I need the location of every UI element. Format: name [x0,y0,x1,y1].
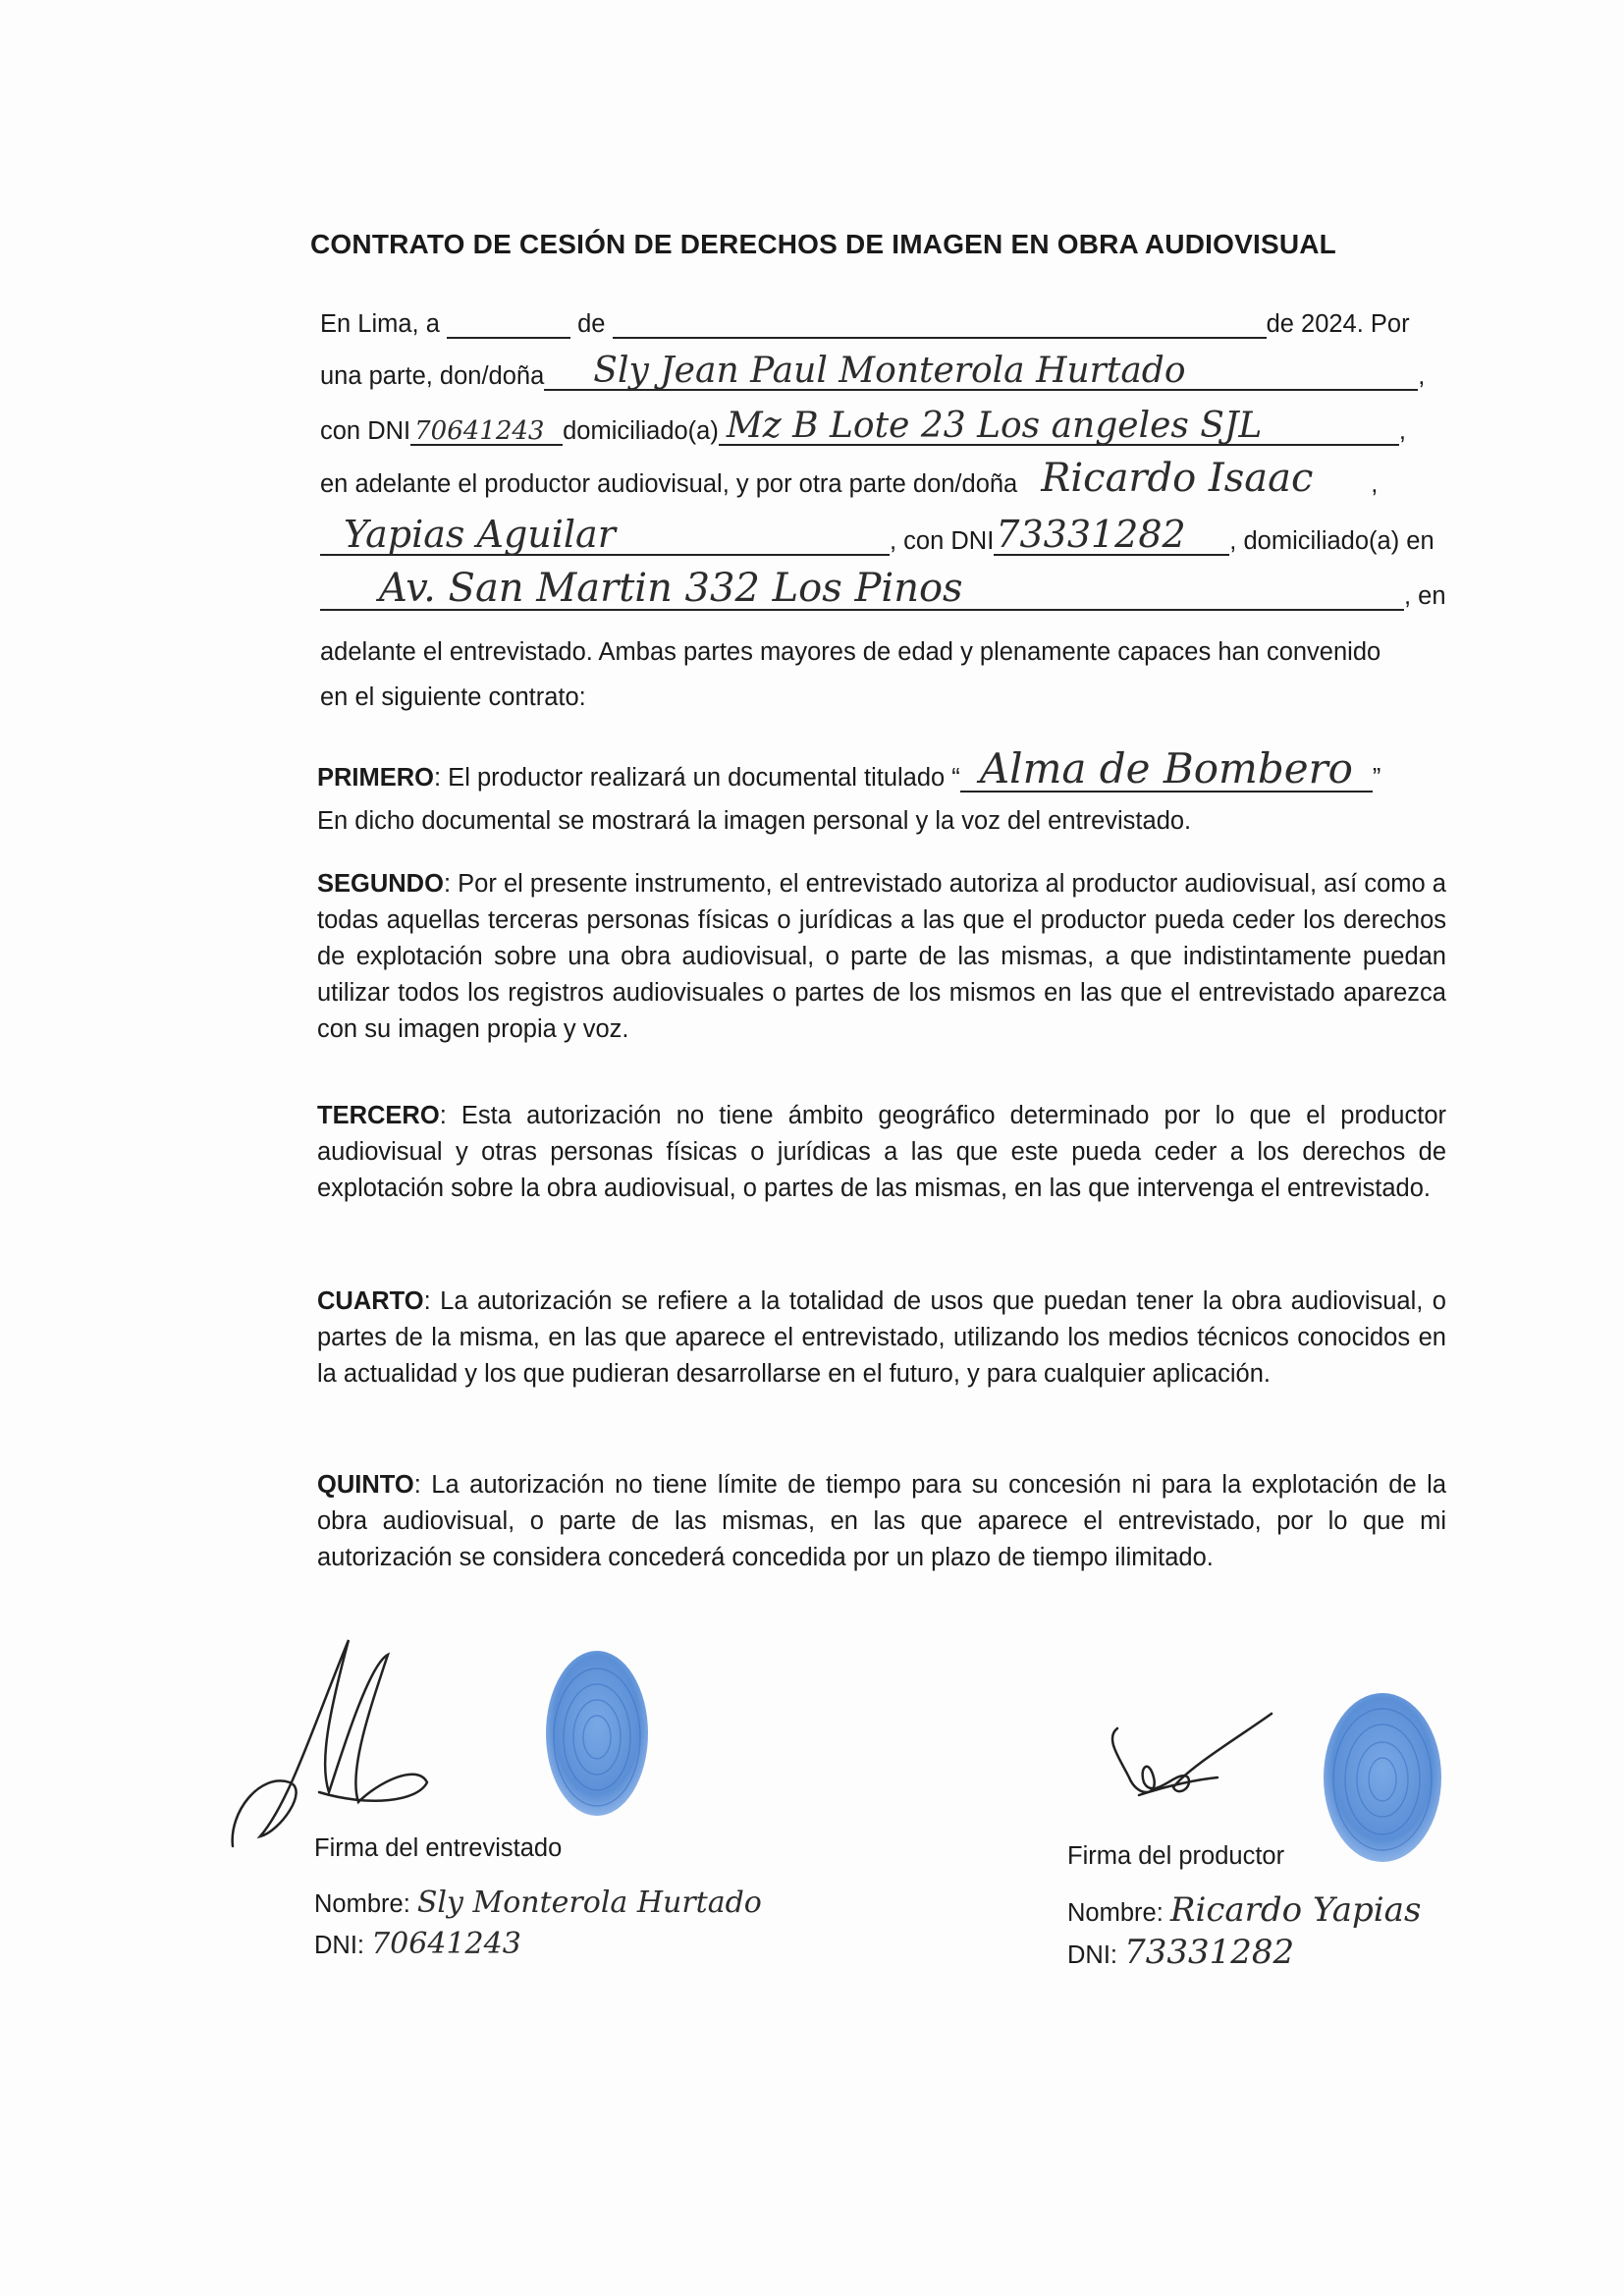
intro-text: de 2024. Por [1266,310,1410,338]
producer-name-blank [544,351,1418,391]
clause-label: QUINTO [317,1471,414,1499]
intro-text: una parte, don/doña [320,362,545,390]
intro-text: , con DNI [890,527,995,555]
clause-tercero [317,1098,1446,1207]
interviewee-firstname-blank [1017,456,1371,501]
interviewee-dni-blank [994,513,1229,556]
clause-text: : La autorización no tiene límite de tiempo para su concesión ni para la explotación de la obra audiovisual, o parte de las mismas, en las que aparece el entrevistado, por lo que mi autorización se considera concederá concedida por un plazo de tiempo ilimitado. [317,1471,1446,1571]
producer-name-field [1067,1890,1421,1930]
month-blank [613,307,1267,339]
clause-label: CUARTO [317,1287,424,1315]
intro-text: con DNI [320,417,411,445]
clause-text: : Por el presente instrumento, el entrevistado autoriza al productor audiovisual, así como a todas aquellas terceras personas físicas o jurídicas a las que el productor pueda ceder los derechos de explotación sobre una obra audiovisual, o parte de las mismas, a que indistintamente puedan utilizar todos los registros audiovisuales o partes de los mismos en las que el entrevistado aparezca con su imagen propia y voz. [317,870,1446,1043]
clause-text: : El productor realizará un documental titulado “ [434,764,960,792]
intro-line-1 [320,307,1410,339]
dni-label: DNI: [1067,1941,1117,1969]
intro-text: domiciliado(a) [563,417,719,445]
intro-text: En Lima, a [320,310,440,338]
clause-cuarto [317,1284,1446,1393]
clause-label: TERCERO [317,1102,440,1129]
producer-dni-handwritten: 70641243 [414,416,545,446]
clause-primero-line-2: En dicho documental se mostrará la imagen personal y la voz del entrevistado. [317,807,1192,835]
intro-line-5 [320,513,1435,556]
intro-text: , domiciliado(a) en [1229,527,1435,555]
interviewee-name-field [314,1886,762,1920]
producer-address-blank [719,406,1399,446]
clause-text: : Esta autorización no tiene ámbito geográfico determinado por lo que el productor audiovisual y otras personas físicas o jurídicas a las que este pueda ceder a los derechos de explotación sobre la obra audiovisual, o partes de las mismas, en las que intervenga el entrevistado. [317,1102,1446,1202]
intro-text: , [1371,470,1379,498]
dni-label: DNI: [314,1932,364,1959]
clause-primero [317,744,1381,793]
clause-segundo [317,866,1446,1048]
interviewee-fingerprint-icon [542,1647,652,1820]
producer-signature-label: Firma del productor [1067,1842,1285,1870]
interviewee-firstname-handwritten: Ricardo Isaac [1041,456,1314,501]
interviewee-address-handwritten: Av. San Martin 332 Los Pinos [379,566,963,611]
document-title: CONTRATO DE CESIÓN DE DERECHOS DE IMAGEN EN OBRA AUDIOVISUAL [310,229,1336,259]
intro-line-7: adelante el entrevistado. Ambas partes mayores de edad y plenamente capaces han convenido [320,638,1381,666]
intro-text: , [1398,417,1406,445]
interviewee-dni-sig-handwritten: 70641243 [371,1927,521,1961]
intro-line-4 [320,456,1379,501]
clause-quinto [317,1467,1446,1576]
intro-text: en adelante el productor audiovisual, y por otra parte don/doña [320,470,1018,498]
interviewee-signature-label: Firma del entrevistado [314,1834,563,1862]
producer-fingerprint-icon [1320,1689,1445,1866]
interviewee-dni-field [314,1927,521,1961]
producer-name-sig-handwritten: Ricardo Yapias [1169,1890,1422,1930]
name-label: Nombre: [1067,1899,1164,1927]
producer-dni-blank [410,414,563,446]
interviewee-name-handwritten: Sly Monterola Hurtado [416,1886,762,1920]
interviewee-lastname-blank [320,513,890,556]
day-blank [447,307,570,339]
producer-signature [1100,1709,1276,1817]
intro-text: , [1418,362,1426,390]
documentary-title-blank [960,744,1373,793]
producer-name-handwritten: Sly Jean Paul Monterola Hurtado [593,351,1186,391]
intro-text: , en [1404,582,1446,610]
clause-text: ” [1372,764,1381,792]
interviewee-signature [221,1635,437,1861]
clause-label: PRIMERO [317,764,435,792]
documentary-title-handwritten: Alma de Bombero [979,744,1353,793]
intro-text: de [577,310,606,338]
intro-line-8: en el siguiente contrato: [320,683,586,711]
producer-dni-field [1067,1933,1294,1972]
interviewee-address-blank [320,566,1404,611]
intro-line-3 [320,406,1406,446]
interviewee-dni-handwritten: 73331282 [996,513,1186,556]
clause-label: SEGUNDO [317,870,444,898]
producer-address-handwritten: Mz B Lote 23 Los angeles SJL [726,406,1263,446]
interviewee-lastname-handwritten: Yapias Aguilar [344,513,616,556]
producer-dni-sig-handwritten: 73331282 [1124,1933,1295,1972]
intro-line-6 [320,566,1446,611]
clause-text: : La autorización se refiere a la totalidad de usos que puedan tener la obra audiovisual, o partes de la misma, en las que aparece el entrevistado, utilizando los medios técnicos conocidos en la actualidad y los que pudieran desarrollarse en el futuro, y para cualquier aplicación. [317,1287,1446,1388]
intro-line-2 [320,351,1426,391]
name-label: Nombre: [314,1890,410,1918]
